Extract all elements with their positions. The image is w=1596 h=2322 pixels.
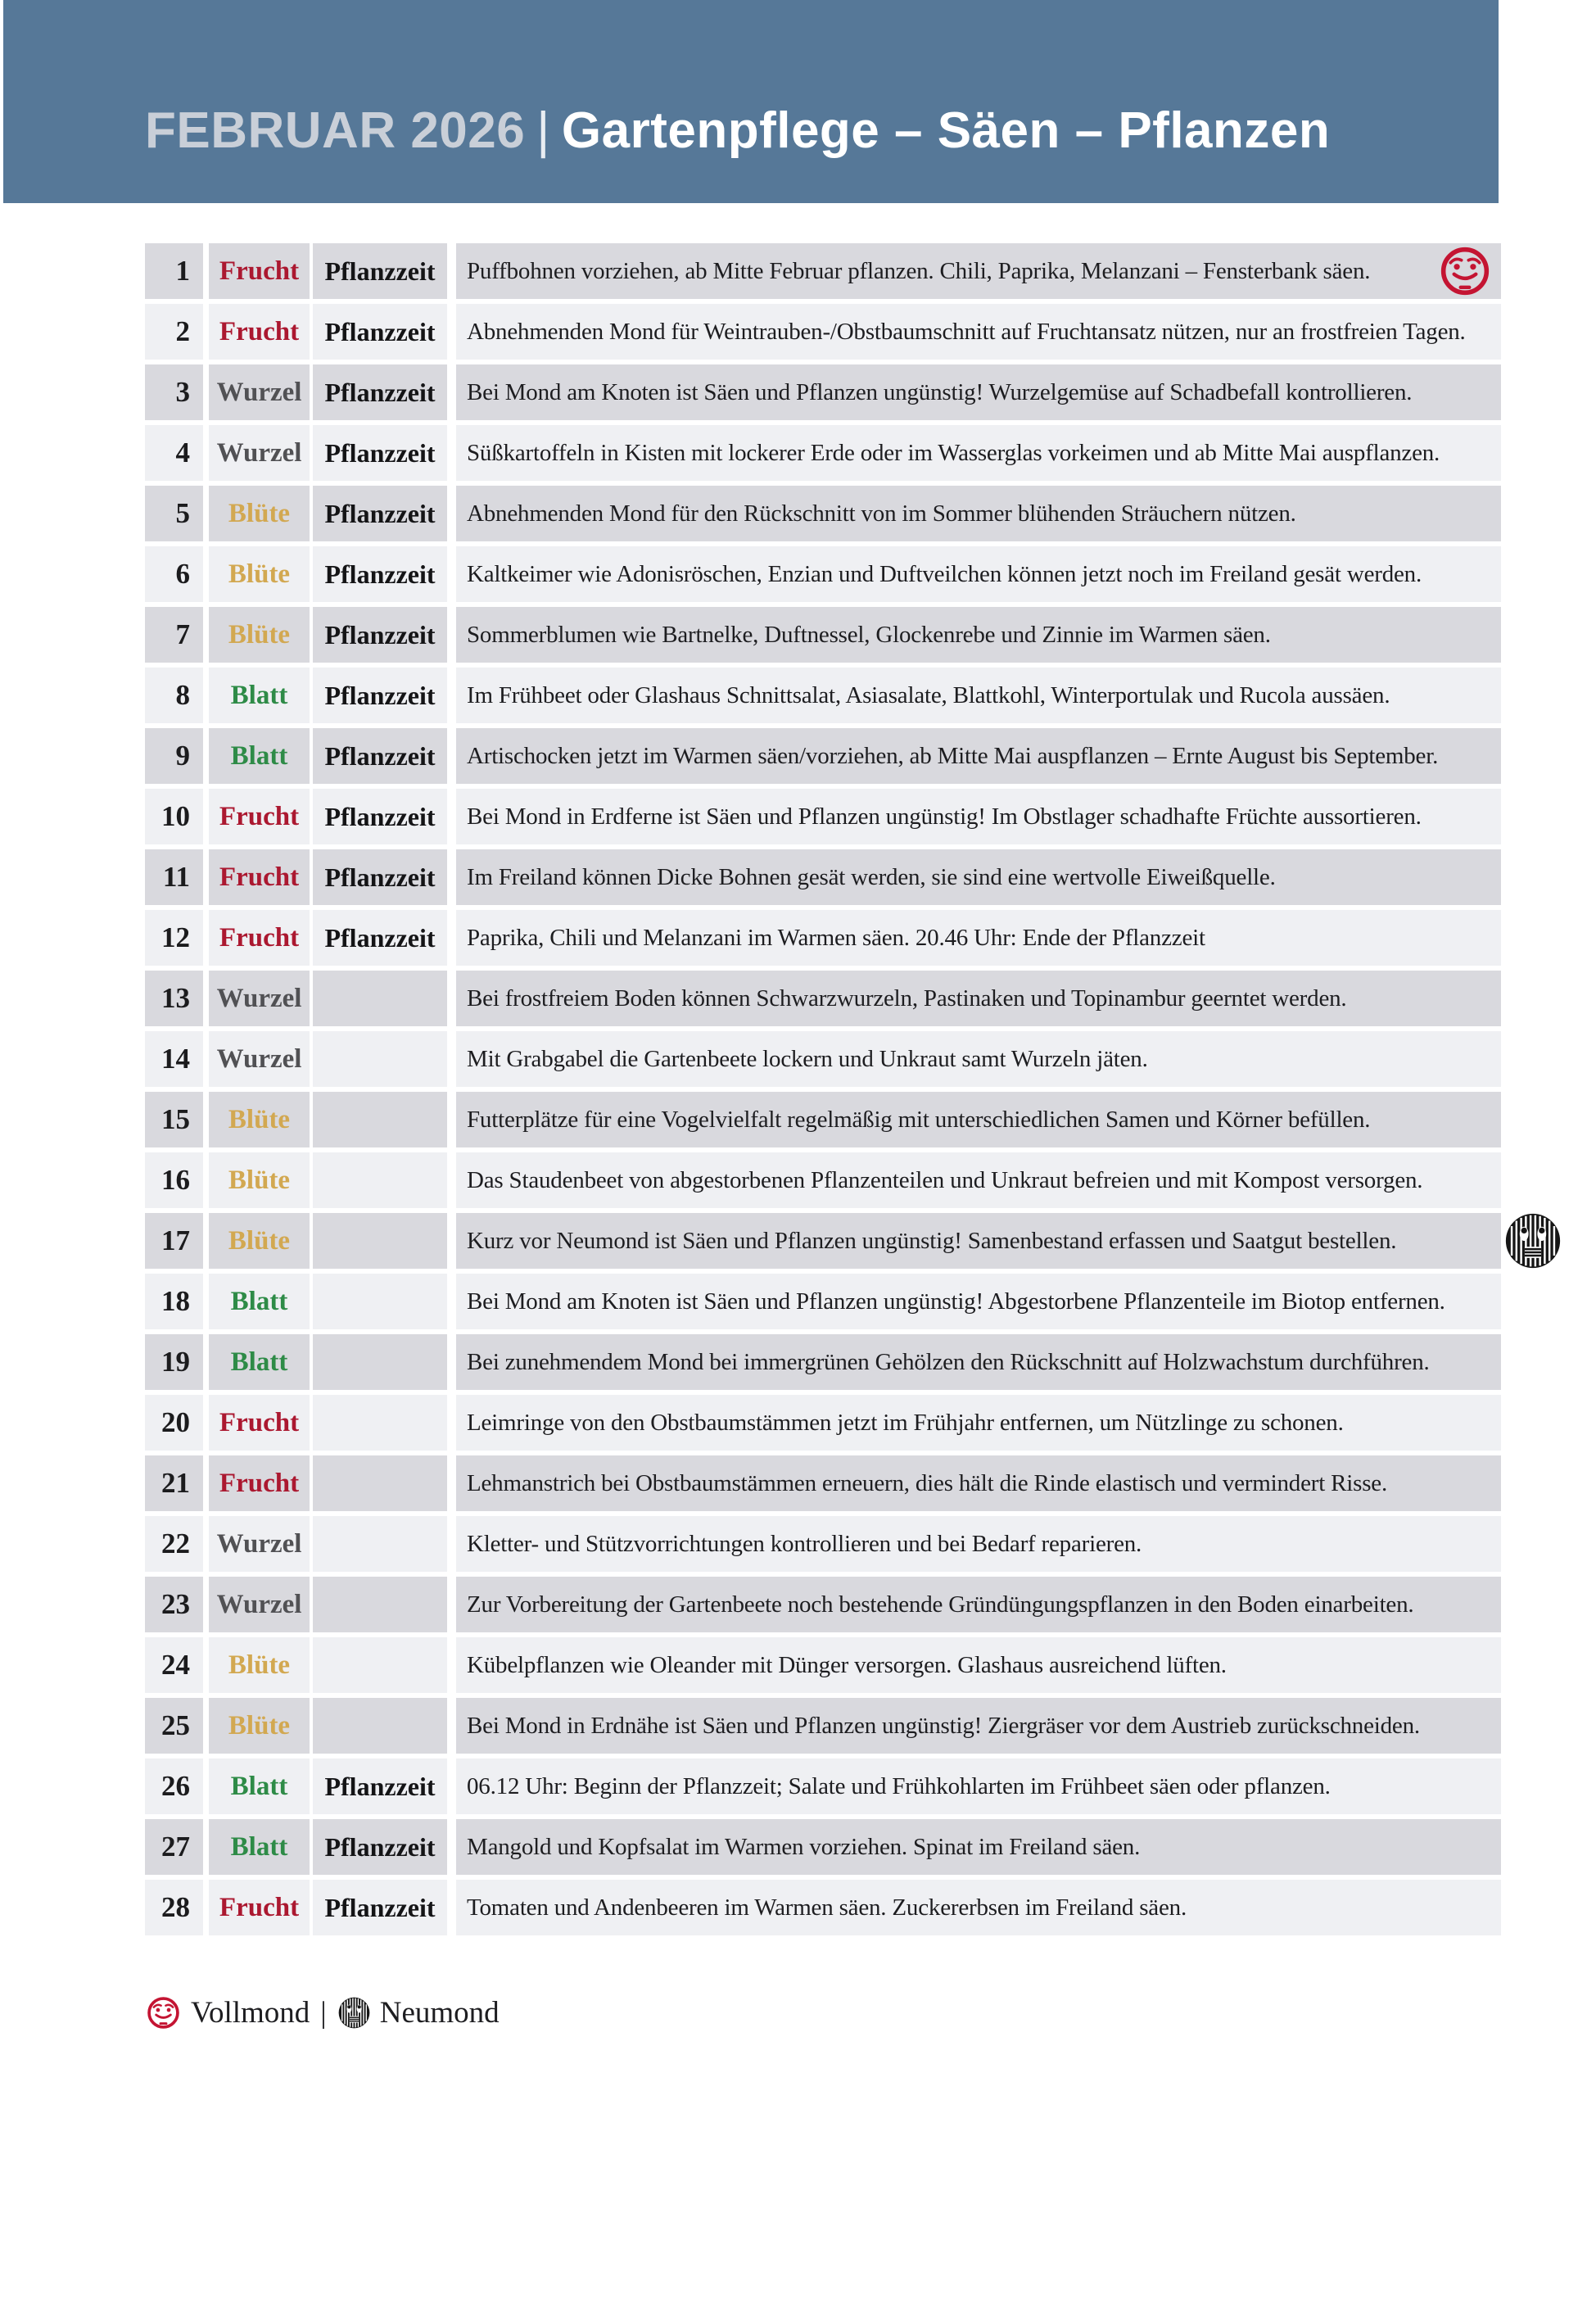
planting-time-label: Pflanzzeit (324, 619, 436, 650)
note-text: Im Frühbeet oder Glashaus Schnittsalat, Asiasalate, Blattkohl, Winterportulak und Rucola aussäen. (467, 681, 1390, 708)
planting-time-cell (313, 789, 447, 844)
planting-time-cell (313, 1334, 447, 1390)
calendar-row-day-5 (145, 486, 1501, 541)
day-cell (145, 1880, 203, 1935)
planting-time-cell (313, 607, 447, 663)
calendar-row-day-10 (145, 789, 1501, 844)
category-label: Blüte (228, 619, 291, 650)
note-text: 06.12 Uhr: Beginn der Pflanzzeit; Salate und Frühkohlarten im Frühbeet säen oder pflanzen. (467, 1772, 1331, 1799)
day-number: 3 (175, 376, 190, 408)
category-cell (209, 1516, 310, 1572)
planting-time-label: Pflanzzeit (324, 316, 436, 346)
category-cell (209, 1031, 310, 1087)
day-number: 6 (175, 558, 190, 590)
note-cell (456, 1637, 1501, 1693)
category-cell (209, 1334, 310, 1390)
calendar-row-day-26 (145, 1758, 1501, 1814)
category-cell (209, 1213, 310, 1269)
day-cell (145, 668, 203, 723)
month-label: FEBRUAR 2026 (145, 102, 526, 159)
note-text: Puffbohnen vorziehen, ab Mitte Februar pflanzen. Chili, Paprika, Melanzani – Fensterbank säen. (467, 257, 1371, 284)
planting-time-cell (313, 728, 447, 784)
day-number: 12 (161, 921, 190, 953)
planting-time-cell (313, 1819, 447, 1875)
day-number: 26 (161, 1770, 190, 1802)
category-label: Wurzel (216, 437, 302, 468)
day-cell (145, 789, 203, 844)
day-number: 22 (161, 1528, 190, 1559)
day-number: 16 (161, 1164, 190, 1196)
day-number: 15 (161, 1103, 190, 1135)
category-label: Frucht (219, 862, 300, 892)
note-text: Abnehmenden Mond für den Rückschnitt von im Sommer blühenden Sträuchern nützen. (467, 500, 1296, 527)
day-cell (145, 607, 203, 663)
planting-time-cell (313, 849, 447, 905)
category-label: Wurzel (216, 377, 302, 407)
planting-time-label: Pflanzzeit (324, 559, 436, 589)
category-label: Frucht (219, 922, 300, 953)
planting-time-cell (313, 971, 447, 1026)
planting-time-cell (313, 668, 447, 723)
planting-time-label: Pflanzzeit (324, 801, 436, 831)
day-cell (145, 1152, 203, 1208)
calendar-table (145, 243, 1501, 1940)
note-text: Kübelpflanzen wie Oleander mit Dünger versorgen. Glashaus ausreichend lüften. (467, 1651, 1227, 1678)
planting-time-cell (313, 1455, 447, 1511)
note-cell (456, 1334, 1501, 1390)
planting-time-label: Pflanzzeit (324, 437, 436, 468)
category-cell (209, 789, 310, 844)
category-cell (209, 1455, 310, 1511)
category-cell (209, 607, 310, 663)
note-text: Süßkartoffeln in Kisten mit lockerer Erde oder im Wasserglas vorkeimen und ab Mitte Mai auspflanzen. (467, 439, 1440, 466)
day-cell (145, 1031, 203, 1087)
category-cell (209, 910, 310, 966)
planting-time-cell (313, 1274, 447, 1329)
category-cell (209, 1880, 310, 1935)
day-cell (145, 243, 203, 299)
day-cell (145, 1092, 203, 1147)
planting-time-cell (313, 1152, 447, 1208)
day-number: 18 (161, 1285, 190, 1317)
planting-time-cell (313, 1092, 447, 1147)
day-number: 13 (161, 982, 190, 1014)
category-cell (209, 1152, 310, 1208)
note-text: Mit Grabgabel die Gartenbeete lockern und Unkraut samt Wurzeln jäten. (467, 1045, 1148, 1072)
note-cell (456, 1092, 1501, 1147)
planting-time-label: Pflanzzeit (324, 680, 436, 710)
day-number: 20 (161, 1406, 190, 1438)
category-cell (209, 364, 310, 420)
day-cell (145, 1698, 203, 1754)
note-cell (456, 668, 1501, 723)
category-cell (209, 1819, 310, 1875)
calendar-row-day-22 (145, 1516, 1501, 1572)
planting-time-label: Pflanzzeit (324, 922, 436, 953)
category-label: Blatt (230, 680, 288, 710)
planting-time-cell (313, 425, 447, 481)
note-cell (456, 1031, 1501, 1087)
calendar-row-day-24 (145, 1637, 1501, 1693)
day-cell (145, 1213, 203, 1269)
note-cell (456, 1698, 1501, 1754)
note-cell (456, 1880, 1501, 1935)
moon-legend (147, 1995, 500, 2030)
calendar-row-day-15 (145, 1092, 1501, 1147)
planting-time-cell (313, 1758, 447, 1814)
calendar-row-day-1 (145, 243, 1501, 299)
category-label: Blüte (228, 1710, 291, 1740)
category-cell (209, 849, 310, 905)
note-text: Bei zunehmendem Mond bei immergrünen Gehölzen den Rückschnitt auf Holzwachstum durchführen. (467, 1348, 1430, 1375)
note-cell (456, 607, 1501, 663)
day-cell (145, 486, 203, 541)
category-label: Wurzel (216, 1528, 302, 1559)
note-text: Bei Mond am Knoten ist Säen und Pflanzen ungünstig! Wurzelgemüse auf Schadbefall kontrollieren. (467, 378, 1413, 405)
day-number: 9 (175, 740, 190, 772)
category-label: Blüte (228, 1104, 291, 1134)
note-cell (456, 849, 1501, 905)
day-number: 11 (162, 861, 190, 893)
note-cell (456, 1274, 1501, 1329)
note-text: Artischocken jetzt im Warmen säen/vorziehen, ab Mitte Mai auspflanzen – Ernte August bis September. (467, 742, 1439, 769)
page-title (145, 102, 1331, 159)
new-moon-icon (337, 1996, 371, 2030)
day-number: 27 (161, 1831, 190, 1863)
planting-time-cell (313, 364, 447, 420)
calendar-row-day-14 (145, 1031, 1501, 1087)
planting-time-cell (313, 304, 447, 360)
category-cell (209, 1637, 310, 1693)
note-cell (456, 789, 1501, 844)
planting-time-cell (313, 1213, 447, 1269)
note-text: Lehmanstrich bei Obstbaumstämmen erneuern, dies hält die Rinde elastisch und vermindert Risse. (467, 1469, 1387, 1496)
category-label: Blatt (230, 1286, 288, 1316)
category-label: Blatt (230, 1347, 288, 1377)
planting-time-cell (313, 1880, 447, 1935)
day-cell (145, 1637, 203, 1693)
planting-time-cell (313, 243, 447, 299)
day-cell (145, 971, 203, 1026)
category-cell (209, 971, 310, 1026)
note-cell (456, 425, 1501, 481)
day-cell (145, 304, 203, 360)
calendar-row-day-17 (145, 1213, 1501, 1269)
category-label: Blüte (228, 1165, 291, 1195)
day-cell (145, 849, 203, 905)
note-cell (456, 1577, 1501, 1632)
day-cell (145, 425, 203, 481)
category-label: Frucht (219, 1468, 300, 1498)
day-number: 28 (161, 1891, 190, 1923)
new-moon-label: Neumond (379, 1996, 500, 2030)
full-moon-label: Vollmond (191, 1996, 310, 2030)
day-cell (145, 1516, 203, 1572)
calendar-row-day-18 (145, 1274, 1501, 1329)
day-cell (145, 546, 203, 602)
note-text: Paprika, Chili und Melanzani im Warmen säen. 20.46 Uhr: Ende der Pflanzzeit (467, 924, 1205, 951)
day-cell (145, 364, 203, 420)
day-number: 25 (161, 1709, 190, 1741)
note-cell (456, 910, 1501, 966)
category-cell (209, 425, 310, 481)
note-cell (456, 1516, 1501, 1572)
planting-time-cell (313, 546, 447, 602)
category-cell (209, 1092, 310, 1147)
calendar-row-day-19 (145, 1334, 1501, 1390)
note-text: Tomaten und Andenbeeren im Warmen säen. Zuckererbsen im Freiland säen. (467, 1894, 1187, 1921)
note-text: Bei frostfreiem Boden können Schwarzwurzeln, Pastinaken und Topinambur geerntet werden. (467, 984, 1347, 1012)
planting-time-cell (313, 1395, 447, 1451)
category-cell (209, 546, 310, 602)
calendar-row-day-21 (145, 1455, 1501, 1511)
day-number: 8 (175, 679, 190, 711)
note-cell (456, 546, 1501, 602)
calendar-row-day-12 (145, 910, 1501, 966)
day-number: 7 (175, 618, 190, 650)
note-cell (456, 1213, 1501, 1269)
planting-time-cell (313, 1577, 447, 1632)
planting-time-cell (313, 910, 447, 966)
new-moon-icon (1503, 1211, 1562, 1270)
note-cell (456, 1395, 1501, 1451)
planting-time-label: Pflanzzeit (324, 377, 436, 407)
note-text: Leimringe von den Obstbaumstämmen jetzt im Frühjahr entfernen, um Nützlinge zu schonen. (467, 1409, 1344, 1436)
day-number: 10 (161, 800, 190, 832)
note-cell (456, 1758, 1501, 1814)
calendar-row-day-28 (145, 1880, 1501, 1935)
subtitle-label: Gartenpflege – Säen – Pflanzen (561, 102, 1331, 159)
category-label: Blatt (230, 1771, 288, 1801)
note-cell (456, 1455, 1501, 1511)
day-cell (145, 1395, 203, 1451)
planting-time-cell (313, 1031, 447, 1087)
category-label: Blüte (228, 559, 291, 589)
calendar-row-day-13 (145, 971, 1501, 1026)
category-label: Wurzel (216, 983, 302, 1013)
day-number: 2 (175, 315, 190, 347)
note-text: Abnehmenden Mond für Weintrauben-/Obstbaumschnitt auf Fruchtansatz nützen, nur an frostfreien Tagen. (467, 318, 1466, 345)
calendar-header (3, 0, 1499, 203)
category-label: Frucht (219, 256, 300, 286)
planting-time-cell (313, 1698, 447, 1754)
note-cell (456, 728, 1501, 784)
note-text: Bei Mond am Knoten ist Säen und Pflanzen ungünstig! Abgestorbene Pflanzenteile im Biotop entfernen. (467, 1288, 1445, 1315)
planting-time-cell (313, 486, 447, 541)
calendar-row-day-20 (145, 1395, 1501, 1451)
note-text: Mangold und Kopfsalat im Warmen vorziehen. Spinat im Freiland säen. (467, 1833, 1141, 1860)
note-cell (456, 364, 1501, 420)
day-cell (145, 728, 203, 784)
category-label: Wurzel (216, 1043, 302, 1074)
category-cell (209, 668, 310, 723)
planting-time-label: Pflanzzeit (324, 256, 436, 286)
planting-time-cell (313, 1637, 447, 1693)
full-moon-icon (147, 1996, 180, 2030)
category-label: Frucht (219, 801, 300, 831)
calendar-row-day-8 (145, 668, 1501, 723)
legend-separator: | (320, 1996, 327, 2030)
day-number: 21 (161, 1467, 190, 1499)
note-text: Das Staudenbeet von abgestorbenen Pflanzenteilen und Unkraut befreien und mit Kompost versorgen. (467, 1166, 1423, 1193)
category-cell (209, 1758, 310, 1814)
category-label: Blatt (230, 1831, 288, 1862)
calendar-row-day-7 (145, 607, 1501, 663)
title-separator: | (536, 102, 550, 159)
category-cell (209, 1395, 310, 1451)
planting-time-label: Pflanzzeit (324, 862, 436, 892)
note-text: Bei Mond in Erdnähe ist Säen und Pflanzen ungünstig! Ziergräser vor dem Austrieb zurückschneiden. (467, 1712, 1420, 1739)
day-number: 4 (175, 437, 190, 468)
calendar-row-day-25 (145, 1698, 1501, 1754)
category-cell (209, 1577, 310, 1632)
category-cell (209, 1698, 310, 1754)
note-cell (456, 486, 1501, 541)
category-label: Frucht (219, 316, 300, 346)
planting-time-cell (313, 1516, 447, 1572)
planting-time-label: Pflanzzeit (324, 1831, 436, 1862)
day-number: 5 (175, 497, 190, 529)
note-text: Kletter- und Stützvorrichtungen kontrollieren und bei Bedarf reparieren. (467, 1530, 1142, 1557)
day-cell (145, 1758, 203, 1814)
calendar-row-day-2 (145, 304, 1501, 360)
day-number: 19 (161, 1346, 190, 1378)
calendar-row-day-27 (145, 1819, 1501, 1875)
day-cell (145, 1334, 203, 1390)
category-label: Wurzel (216, 1589, 302, 1619)
day-number: 14 (161, 1043, 190, 1075)
full-moon-icon (1440, 246, 1490, 296)
note-cell (456, 243, 1501, 299)
calendar-row-day-3 (145, 364, 1501, 420)
day-cell (145, 1455, 203, 1511)
planting-time-label: Pflanzzeit (324, 498, 436, 528)
note-text: Bei Mond in Erdferne ist Säen und Pflanzen ungünstig! Im Obstlager schadhafte Früchte aussortieren. (467, 803, 1422, 830)
day-number: 23 (161, 1588, 190, 1620)
category-cell (209, 1274, 310, 1329)
calendar-row-day-4 (145, 425, 1501, 481)
category-label: Frucht (219, 1892, 300, 1922)
day-number: 24 (161, 1649, 190, 1681)
day-cell (145, 1577, 203, 1632)
category-label: Frucht (219, 1407, 300, 1437)
calendar-row-day-11 (145, 849, 1501, 905)
note-cell (456, 304, 1501, 360)
planting-time-label: Pflanzzeit (324, 740, 436, 771)
note-text: Kurz vor Neumond ist Säen und Pflanzen ungünstig! Samenbestand erfassen und Saatgut bestellen. (467, 1227, 1397, 1254)
day-cell (145, 910, 203, 966)
calendar-row-day-9 (145, 728, 1501, 784)
day-cell (145, 1819, 203, 1875)
category-cell (209, 728, 310, 784)
day-cell (145, 1274, 203, 1329)
calendar-row-day-6 (145, 546, 1501, 602)
day-number: 17 (161, 1224, 190, 1256)
planting-time-label: Pflanzzeit (324, 1892, 436, 1922)
note-text: Sommerblumen wie Bartnelke, Duftnessel, Glockenrebe und Zinnie im Warmen säen. (467, 621, 1271, 648)
category-cell (209, 304, 310, 360)
note-cell (456, 1152, 1501, 1208)
planting-time-label: Pflanzzeit (324, 1771, 436, 1801)
calendar-row-day-23 (145, 1577, 1501, 1632)
category-label: Blüte (228, 498, 291, 528)
note-cell (456, 971, 1501, 1026)
calendar-row-day-16 (145, 1152, 1501, 1208)
day-number: 1 (175, 255, 190, 287)
category-label: Blüte (228, 1650, 291, 1680)
category-label: Blatt (230, 740, 288, 771)
category-cell (209, 243, 310, 299)
note-text: Im Freiland können Dicke Bohnen gesät werden, sie sind eine wertvolle Eiweißquelle. (467, 863, 1276, 890)
note-text: Futterplätze für eine Vogelvielfalt regelmäßig mit unterschiedlichen Samen und Körner befüllen. (467, 1106, 1371, 1133)
note-cell (456, 1819, 1501, 1875)
note-text: Zur Vorbereitung der Gartenbeete noch bestehende Gründüngungspflanzen in den Boden einarbeiten. (467, 1591, 1414, 1618)
category-label: Blüte (228, 1225, 291, 1256)
note-text: Kaltkeimer wie Adonisröschen, Enzian und Duftveilchen können jetzt noch im Freiland gesät werden. (467, 560, 1422, 587)
category-cell (209, 486, 310, 541)
